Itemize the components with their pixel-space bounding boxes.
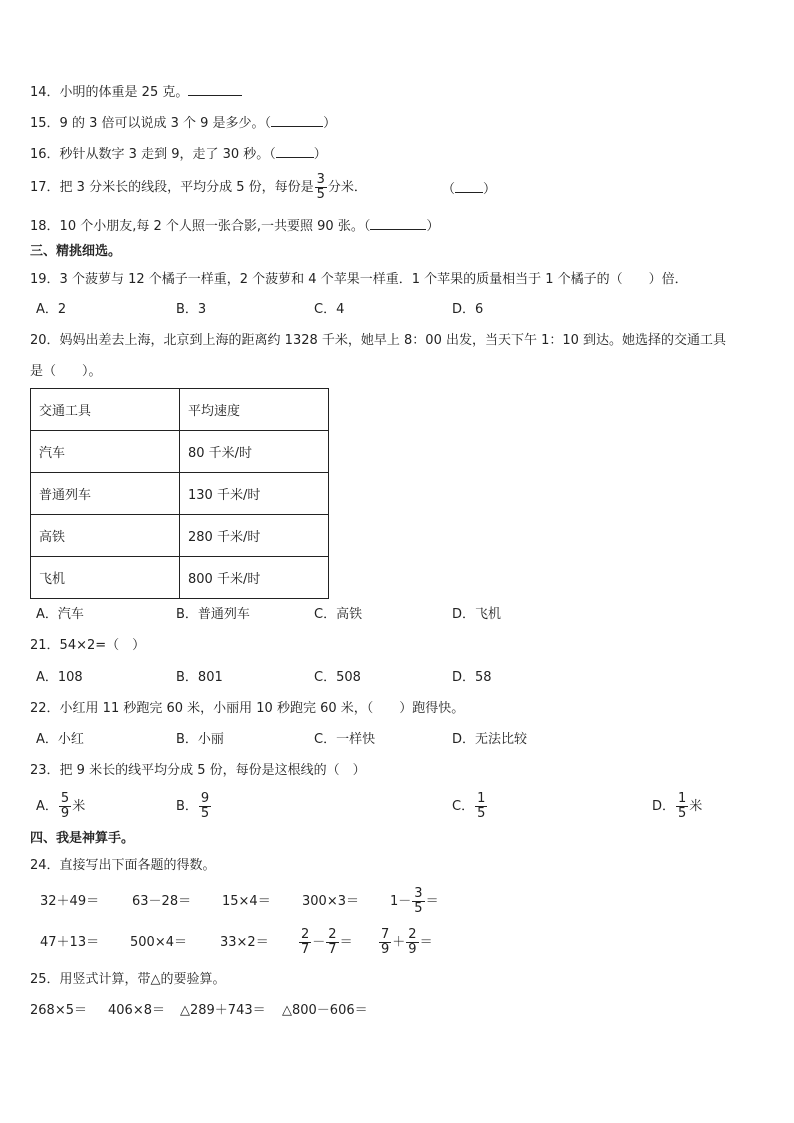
question-23-text: 23．把 9 米长的线平均分成 5 份，每份是这根线的（ ） <box>30 763 366 778</box>
table-cell: 80 千米/时 <box>180 431 329 473</box>
question-16-text: 16．秒针从数字 3 走到 9，走了 30 秒。（ <box>30 147 276 162</box>
option-a[interactable]: A．108 <box>36 670 83 685</box>
question-15-text: 15．9 的 3 倍可以说成 3 个 9 是多少。（ <box>30 116 272 131</box>
option-b[interactable]: B．801 <box>176 670 223 685</box>
option-a[interactable]: A．汽车 <box>36 607 84 622</box>
close-paren: ） <box>323 116 337 131</box>
unit-text: 分米． <box>327 180 367 195</box>
option-c[interactable]: C．高铁 <box>314 607 363 622</box>
table-row <box>31 473 329 515</box>
question-18 <box>30 217 439 236</box>
fraction: $\frac{2}{7}$ <box>301 927 310 957</box>
fraction: $\frac{1}{5}$ <box>678 791 687 821</box>
table-cell: 280 千米/时 <box>180 515 329 557</box>
table-cell: 高铁 <box>31 515 180 557</box>
option-b[interactable]: B．小丽 <box>176 732 224 747</box>
answer-blank[interactable] <box>271 114 323 127</box>
table-cell: 飞机 <box>31 557 180 599</box>
calc-item: 32＋49＝ <box>40 894 100 909</box>
transport-table <box>30 388 329 599</box>
question-22-text: 22．小红用 11 秒跑完 60 米，小丽用 10 秒跑完 60 米，（ ）跑得快。 <box>30 701 465 716</box>
question-18-text: 18．10 个小朋友,每 2 个人照一张合影,一共要照 90 张。（ <box>30 219 371 234</box>
calc-item: 1－ $\frac{3}{5}$ ＝ <box>390 886 439 916</box>
fraction: $\frac{3}{5}$ <box>316 172 325 202</box>
option-c[interactable]: C．一样快 <box>314 732 376 747</box>
table-cell: 普通列车 <box>31 473 180 515</box>
answer-blank[interactable] <box>276 145 314 158</box>
option-a[interactable]: A．2 <box>36 302 67 317</box>
question-17-answer: （ ） <box>442 182 497 197</box>
option-c[interactable]: C．508 <box>314 670 361 685</box>
question-14-text: 14．小明的体重是 25 克。 <box>30 85 189 100</box>
table-row <box>31 515 329 557</box>
table-header: 交通工具 <box>31 389 180 431</box>
answer-blank[interactable] <box>455 180 483 193</box>
option-a[interactable]: A． $\frac{5}{9}$ 米 <box>36 791 86 821</box>
calc-item: △289＋743＝ <box>180 1003 266 1018</box>
question-16 <box>30 145 327 164</box>
table-cell: 130 千米/时 <box>180 473 329 515</box>
calc-item: △800－606＝ <box>282 1003 368 1018</box>
calc-item: 47＋13＝ <box>40 935 100 950</box>
answer-blank[interactable] <box>370 217 426 230</box>
option-d[interactable]: D．无法比较 <box>452 732 528 747</box>
option-b[interactable]: B．普通列车 <box>176 607 250 622</box>
question-19-text: 19．3 个菠萝与 12 个橘子一样重，2 个菠萝和 4 个苹果一样重．1 个苹果的质量相当于 1 个橘子的（ ）倍． <box>30 272 688 287</box>
table-header: 平均速度 <box>180 389 329 431</box>
calc-item: 500×4＝ <box>130 935 187 950</box>
calc-item: $\frac{2}{7}$ － $\frac{2}{7}$ ＝ <box>301 927 353 957</box>
close-paren: ） <box>313 147 327 162</box>
option-c[interactable]: C．4 <box>314 302 345 317</box>
table-row <box>31 557 329 599</box>
question-20-text-cont: 是（ ）。 <box>30 364 102 379</box>
answer-blank[interactable] <box>188 83 242 96</box>
calc-item: 15×4＝ <box>222 894 271 909</box>
question-24-text: 24．直接写出下面各题的得数。 <box>30 858 216 873</box>
question-14 <box>30 83 242 102</box>
calc-item: 33×2＝ <box>220 935 269 950</box>
question-15 <box>30 114 336 133</box>
fraction: $\frac{3}{5}$ <box>414 886 423 916</box>
option-d[interactable]: D．6 <box>452 302 484 317</box>
table-header-row <box>31 389 329 431</box>
fraction: $\frac{1}{5}$ <box>477 791 486 821</box>
question-17-text: 17．把 3 分米长的线段，平均分成 5 份，每份是 <box>30 180 314 195</box>
fraction: $\frac{9}{5}$ <box>200 791 210 821</box>
table-cell: 800 千米/时 <box>180 557 329 599</box>
section-4-heading: 四、我是神算手。 <box>30 831 135 846</box>
option-b[interactable]: B．3 <box>176 302 207 317</box>
close-paren: ） <box>426 219 440 234</box>
option-a[interactable]: A．小红 <box>36 732 84 747</box>
section-3-heading: 三、精挑细选。 <box>30 244 122 259</box>
fraction: $\frac{2}{9}$ <box>408 927 417 957</box>
question-25-text: 25．用竖式计算，带△的要验算。 <box>30 972 226 987</box>
fraction: $\frac{2}{7}$ <box>328 927 337 957</box>
calc-item: $\frac{7}{9}$ ＋ $\frac{2}{9}$ ＝ <box>381 927 433 957</box>
option-c[interactable]: C． $\frac{1}{5}$ <box>452 791 486 821</box>
option-d[interactable]: D． $\frac{1}{5}$ 米 <box>652 791 703 821</box>
question-21-text: 21．54×2=（ ） <box>30 638 146 653</box>
calc-item: 300×3＝ <box>302 894 359 909</box>
fraction: $\frac{7}{9}$ <box>381 927 390 957</box>
question-20-text: 20．妈妈出差去上海，北京到上海的距离约 1328 千米，她早上 8：00 出发，当天下午 1：10 到达。她选择的交通工具 <box>30 333 727 348</box>
calc-item: 268×5＝ <box>30 1003 87 1018</box>
table-cell: 汽车 <box>31 431 180 473</box>
question-17 <box>30 173 367 203</box>
option-d[interactable]: D．飞机 <box>452 607 502 622</box>
calc-item: 406×8＝ <box>108 1003 165 1018</box>
calc-item: 63－28＝ <box>132 894 192 909</box>
option-d[interactable]: D．58 <box>452 670 492 685</box>
table-row <box>31 431 329 473</box>
option-b[interactable]: B． $\frac{9}{5}$ <box>176 791 210 821</box>
fraction: $\frac{5}{9}$ <box>60 791 70 821</box>
